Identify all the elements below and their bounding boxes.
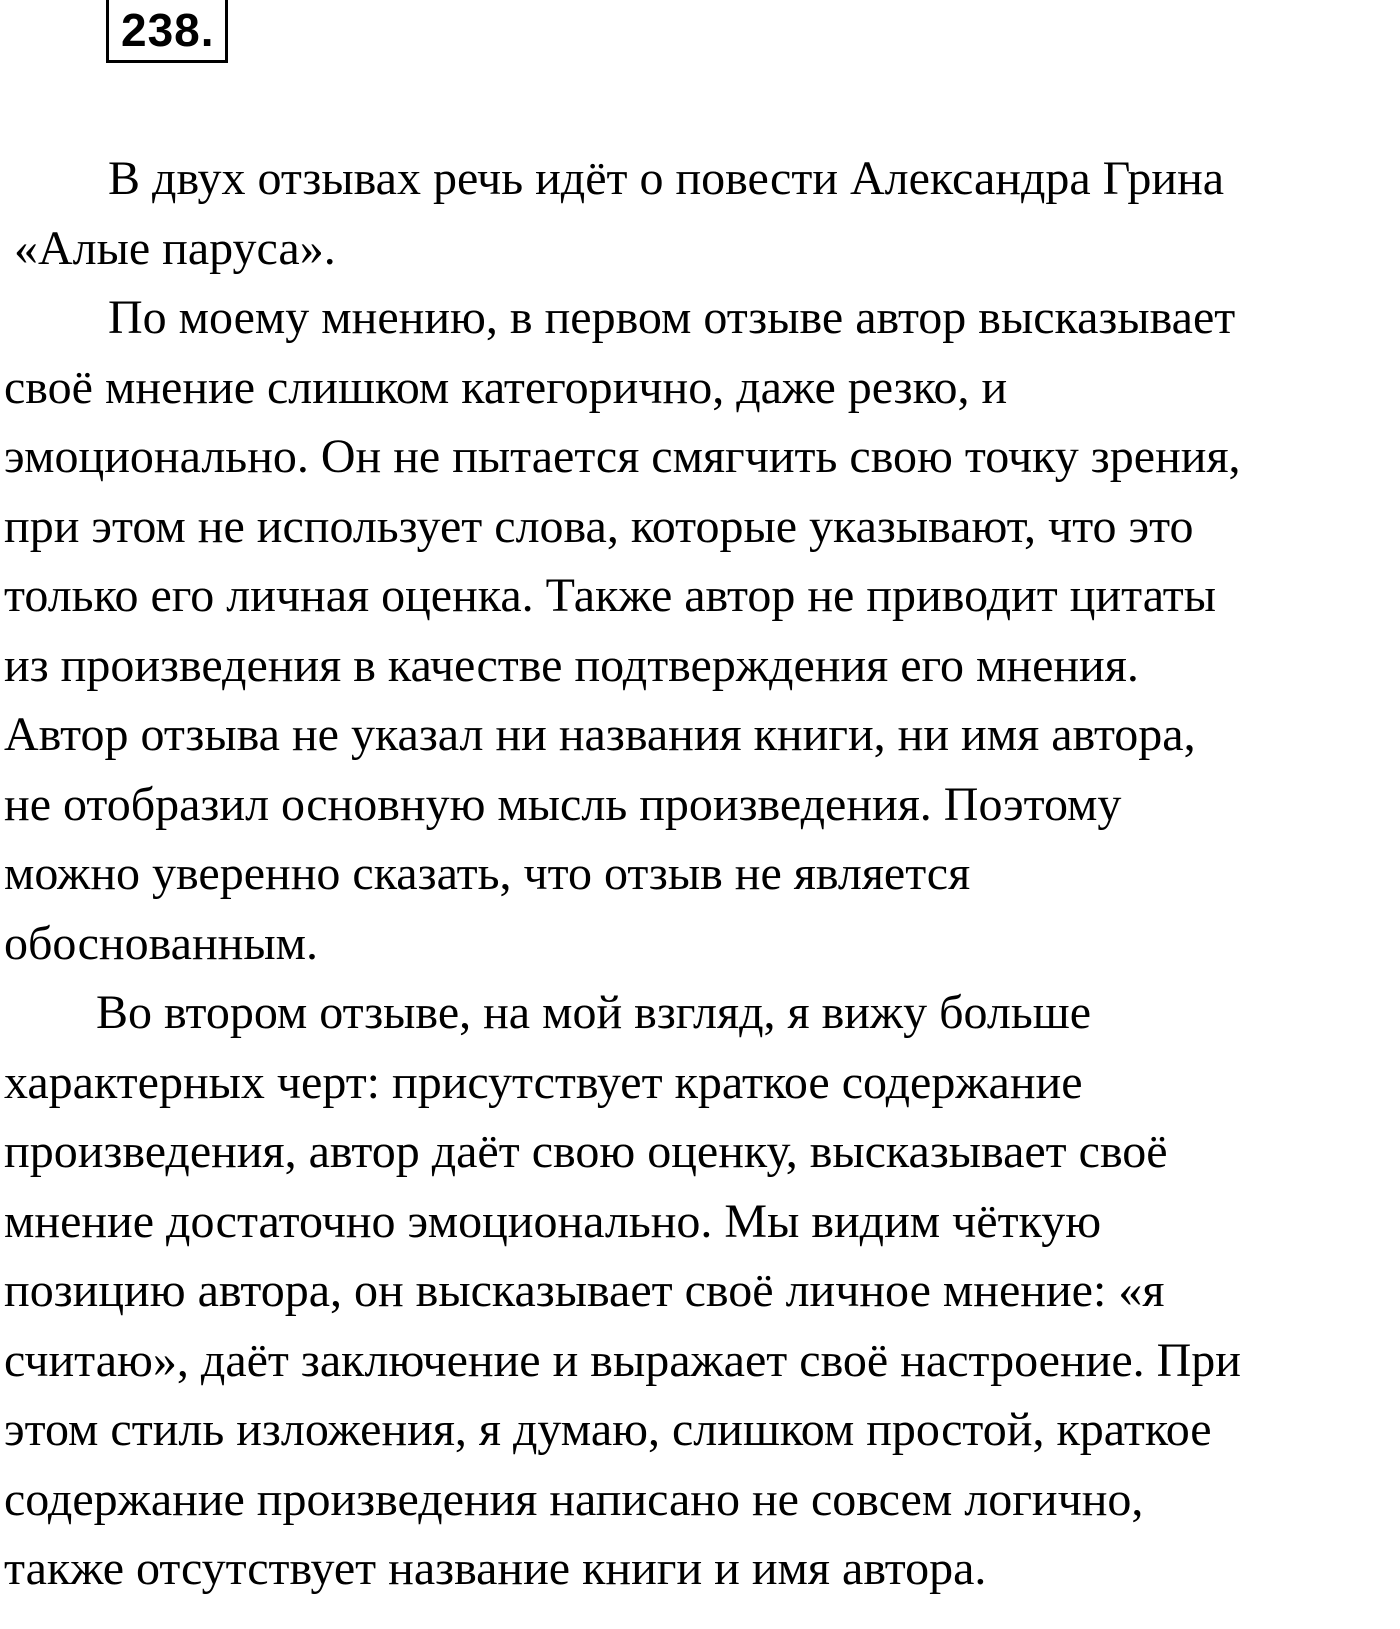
paragraph-3-line-2: характерных черт: присутствует краткое содержание (4, 1055, 1083, 1109)
paragraph-2-line-3: эмоционально. Он не пытается смягчить свою точку зрения, (4, 430, 1241, 483)
task-number (106, 0, 228, 63)
paragraph-2-line-4: при этом не использует слова, которые указывают, что это (4, 499, 1194, 553)
answer-text (4, 144, 1396, 1604)
paragraph-1-line-1: В двух отзывах речь идёт о повести Александра Грина (108, 152, 1225, 205)
paragraph-2-line-2: своё мнение слишком категорично, даже резко, и (4, 360, 1008, 414)
paragraph-2-line-5: только его личная оценка. Также автор не приводит цитаты (4, 569, 1216, 622)
paragraph-2-line-10: обоснованным. (4, 916, 318, 970)
paragraph-3-line-4: мнение достаточно эмоционально. Мы видим чёткую (4, 1194, 1102, 1248)
paragraph-2-line-7: Автор отзыва не указал ни названия книги, ни имя автора, (4, 708, 1196, 761)
task-number-label: 238. (121, 4, 215, 56)
paragraph-2-line-8: не отобразил основную мысль произведения. Поэтому (4, 777, 1122, 831)
paragraph-3-line-5: позицию автора, он высказывает своё личное мнение: «я (4, 1264, 1165, 1317)
paragraph-3-line-3: произведения, автор даёт свою оценку, высказывает своё (4, 1125, 1168, 1178)
paragraph-2-line-6: из произведения в качестве подтверждения его мнения. (4, 638, 1139, 692)
paragraph-2-line-1: По моему мнению, в первом отзыве автор высказывает (108, 291, 1236, 344)
paragraph-3-line-6: считаю», даёт заключение и выражает своё настроение. При (4, 1333, 1241, 1387)
paragraph-3-line-8: содержание произведения написано не совсем логично, (4, 1472, 1144, 1526)
paragraph-1-line-2: «Алые паруса». (14, 221, 336, 275)
paragraph-3-line-1: Во втором отзыве, на мой взгляд, я вижу больше (96, 986, 1091, 1039)
paragraph-3-line-7: этом стиль изложения, я думаю, слишком простой, краткое (4, 1403, 1212, 1456)
paragraph-3-line-9: также отсутствует название книги и имя автора. (4, 1542, 987, 1595)
paragraph-2-line-9: можно уверенно сказать, что отзыв не является (4, 847, 971, 900)
